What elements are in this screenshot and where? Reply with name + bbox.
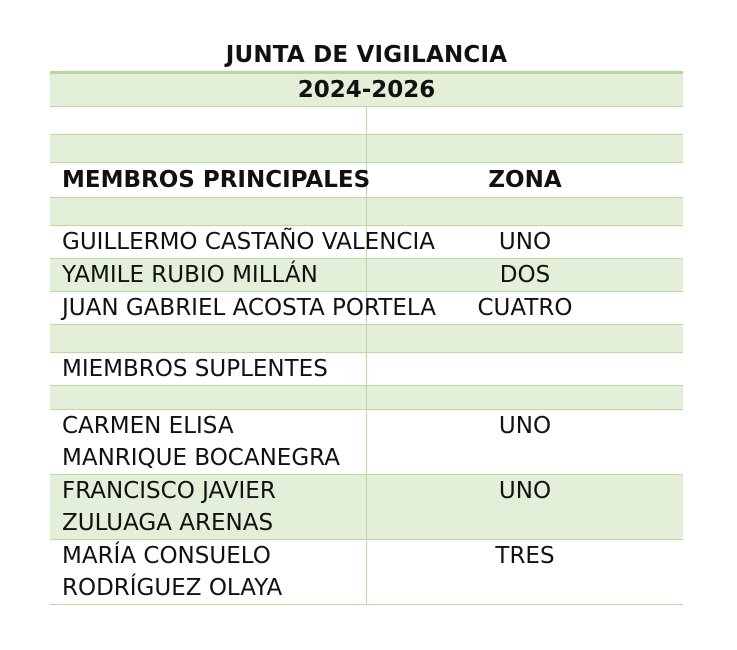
member-row [50,475,683,540]
member-name: YAMILE RUBIO MILLÁN [50,259,367,292]
spacer-row [50,386,683,410]
member-zone: UNO [367,226,684,259]
member-row [50,540,683,605]
zone-header-label: ZONA [367,163,684,198]
member-zone: UNO [367,410,684,475]
member-name: JUAN GABRIEL ACOSTA PORTELA [50,292,367,325]
member-row [50,292,683,325]
substitute-header-label: MIEMBROS SUPLENTES [50,353,367,386]
member-name: MARÍA CONSUELO RODRÍGUEZ OLAYA [50,540,367,605]
member-zone: TRES [367,540,684,605]
member-zone: CUATRO [367,292,684,325]
member-zone: DOS [367,259,684,292]
document-title: JUNTA DE VIGILANCIA [225,42,508,68]
substitute-header-row [50,353,683,386]
member-name: GUILLERMO CASTAÑO VALENCIA [50,226,367,259]
member-row [50,259,683,292]
spacer-row [50,135,683,163]
period-label: 2024-2026 [50,74,683,107]
member-name: CARMEN ELISA MANRIQUE BOCANEGRA [50,410,367,475]
spacer-row [50,198,683,226]
period-row [50,74,683,107]
member-name: FRANCISCO JAVIER ZULUAGA ARENAS [50,475,367,540]
principal-header-row [50,163,683,198]
member-row [50,410,683,475]
principal-header-label: MEMBROS PRINCIPALES [50,163,367,198]
committee-table [50,74,683,605]
member-row [50,226,683,259]
spacer-row [50,325,683,353]
spacer-row [50,107,683,135]
member-zone: UNO [367,475,684,540]
